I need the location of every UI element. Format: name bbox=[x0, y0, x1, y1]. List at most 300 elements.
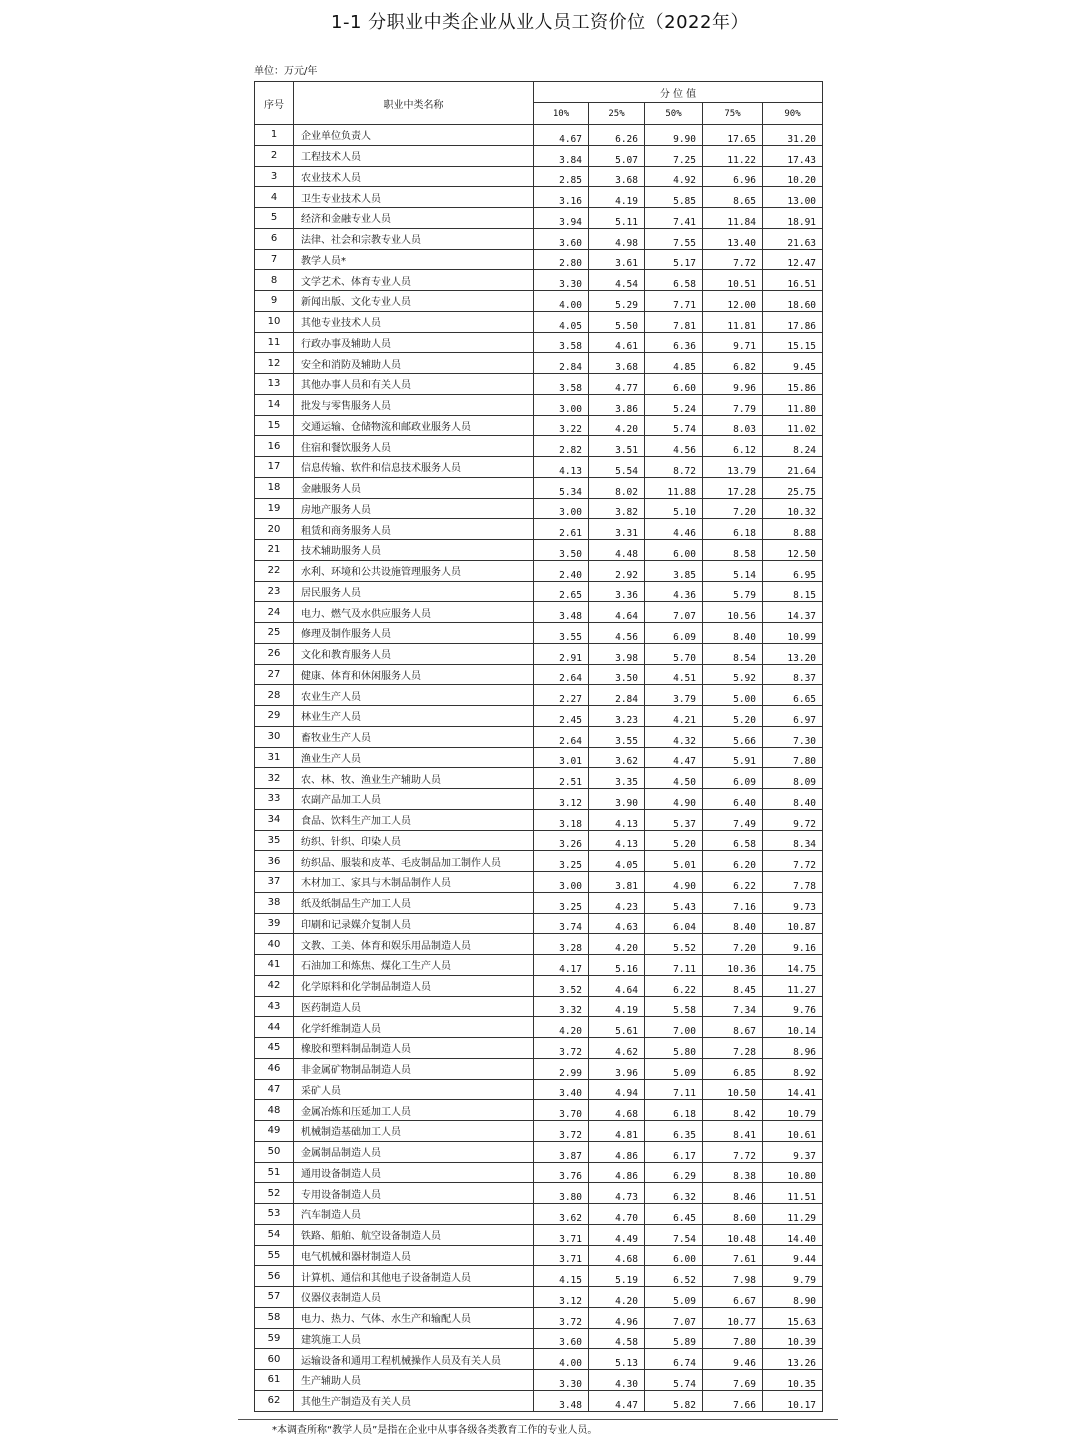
occupation-name: 经济和金融专业人员 bbox=[294, 208, 534, 229]
value-p50: 6.58 bbox=[645, 270, 703, 291]
table-row bbox=[255, 685, 823, 706]
table-row bbox=[255, 581, 823, 602]
row-index: 37 bbox=[255, 872, 294, 893]
value-p10: 3.22 bbox=[534, 415, 589, 436]
value-p90: 11.02 bbox=[763, 415, 823, 436]
table-row bbox=[255, 394, 823, 415]
table-row bbox=[255, 934, 823, 955]
value-p25: 3.35 bbox=[589, 768, 645, 789]
row-index: 38 bbox=[255, 892, 294, 913]
value-p25: 5.29 bbox=[589, 291, 645, 312]
value-p10: 2.99 bbox=[534, 1058, 589, 1079]
value-p25: 5.11 bbox=[589, 208, 645, 229]
value-p50: 5.74 bbox=[645, 415, 703, 436]
value-p25: 4.19 bbox=[589, 996, 645, 1017]
value-p10: 3.58 bbox=[534, 374, 589, 395]
value-p25: 3.68 bbox=[589, 166, 645, 187]
occupation-name: 技术辅助服务人员 bbox=[294, 540, 534, 561]
value-p90: 13.00 bbox=[763, 187, 823, 208]
value-p25: 4.64 bbox=[589, 602, 645, 623]
row-index: 47 bbox=[255, 1079, 294, 1100]
value-p75: 11.84 bbox=[703, 208, 763, 229]
value-p75: 9.46 bbox=[703, 1349, 763, 1370]
row-index: 20 bbox=[255, 519, 294, 540]
value-p25: 4.13 bbox=[589, 830, 645, 851]
table-row bbox=[255, 996, 823, 1017]
header-p90: 90% bbox=[763, 103, 823, 125]
value-p75: 7.28 bbox=[703, 1038, 763, 1059]
value-p10: 2.45 bbox=[534, 706, 589, 727]
table-row bbox=[255, 1390, 823, 1411]
occupation-name: 生产辅助人员 bbox=[294, 1370, 534, 1391]
value-p90: 17.86 bbox=[763, 311, 823, 332]
row-index: 43 bbox=[255, 996, 294, 1017]
table-row bbox=[255, 830, 823, 851]
value-p50: 7.07 bbox=[645, 602, 703, 623]
value-p25: 4.19 bbox=[589, 187, 645, 208]
row-index: 62 bbox=[255, 1390, 294, 1411]
value-p10: 3.12 bbox=[534, 1287, 589, 1308]
row-index: 6 bbox=[255, 228, 294, 249]
value-p25: 5.19 bbox=[589, 1266, 645, 1287]
header-p50: 50% bbox=[645, 103, 703, 125]
value-p75: 8.58 bbox=[703, 540, 763, 561]
table-row bbox=[255, 1141, 823, 1162]
table-row bbox=[255, 706, 823, 727]
row-index: 2 bbox=[255, 145, 294, 166]
value-p25: 4.77 bbox=[589, 374, 645, 395]
value-p25: 4.86 bbox=[589, 1162, 645, 1183]
value-p90: 8.15 bbox=[763, 581, 823, 602]
value-p90: 25.75 bbox=[763, 477, 823, 498]
value-p25: 4.68 bbox=[589, 1100, 645, 1121]
value-p90: 10.79 bbox=[763, 1100, 823, 1121]
value-p75: 7.16 bbox=[703, 892, 763, 913]
value-p10: 4.13 bbox=[534, 457, 589, 478]
value-p25: 3.61 bbox=[589, 249, 645, 270]
header-name: 职业中类名称 bbox=[294, 82, 534, 125]
value-p75: 8.40 bbox=[703, 913, 763, 934]
value-p50: 8.72 bbox=[645, 457, 703, 478]
value-p25: 4.13 bbox=[589, 809, 645, 830]
table-row bbox=[255, 1287, 823, 1308]
value-p25: 3.98 bbox=[589, 643, 645, 664]
row-index: 11 bbox=[255, 332, 294, 353]
value-p50: 4.90 bbox=[645, 872, 703, 893]
value-p10: 3.74 bbox=[534, 913, 589, 934]
table-row bbox=[255, 166, 823, 187]
occupation-name: 租赁和商务服务人员 bbox=[294, 519, 534, 540]
value-p10: 3.00 bbox=[534, 498, 589, 519]
value-p25: 3.23 bbox=[589, 706, 645, 727]
value-p90: 13.26 bbox=[763, 1349, 823, 1370]
value-p50: 4.47 bbox=[645, 747, 703, 768]
value-p90: 12.47 bbox=[763, 249, 823, 270]
page-title: 1-1 分职业中类企业从业人员工资价位（2022年） bbox=[331, 12, 749, 33]
value-p25: 3.50 bbox=[589, 664, 645, 685]
value-p75: 6.12 bbox=[703, 436, 763, 457]
occupation-name: 安全和消防及辅助人员 bbox=[294, 353, 534, 374]
occupation-name: 农副产品加工人员 bbox=[294, 789, 534, 810]
value-p50: 5.01 bbox=[645, 851, 703, 872]
occupation-name: 电力、热力、气体、水生产和输配人员 bbox=[294, 1307, 534, 1328]
value-p50: 4.51 bbox=[645, 664, 703, 685]
value-p50: 5.09 bbox=[645, 1287, 703, 1308]
occupation-name: 交通运输、仓储物流和邮政业服务人员 bbox=[294, 415, 534, 436]
occupation-name: 机械制造基础加工人员 bbox=[294, 1121, 534, 1142]
occupation-name: 纺织、针织、印染人员 bbox=[294, 830, 534, 851]
value-p75: 8.40 bbox=[703, 623, 763, 644]
value-p10: 4.05 bbox=[534, 311, 589, 332]
occupation-name: 电气机械和器材制造人员 bbox=[294, 1245, 534, 1266]
table-row bbox=[255, 228, 823, 249]
value-p10: 3.25 bbox=[534, 851, 589, 872]
table-row bbox=[255, 623, 823, 644]
occupation-name: 农业生产人员 bbox=[294, 685, 534, 706]
value-p75: 6.85 bbox=[703, 1058, 763, 1079]
value-p90: 9.16 bbox=[763, 934, 823, 955]
value-p25: 3.81 bbox=[589, 872, 645, 893]
value-p25: 4.61 bbox=[589, 332, 645, 353]
table-row bbox=[255, 768, 823, 789]
value-p25: 3.51 bbox=[589, 436, 645, 457]
value-p10: 3.50 bbox=[534, 540, 589, 561]
value-p10: 4.00 bbox=[534, 1349, 589, 1370]
value-p10: 4.17 bbox=[534, 955, 589, 976]
value-p90: 15.86 bbox=[763, 374, 823, 395]
value-p10: 3.32 bbox=[534, 996, 589, 1017]
value-p50: 7.25 bbox=[645, 145, 703, 166]
value-p75: 17.65 bbox=[703, 125, 763, 146]
unit-label: 单位：万元/年 bbox=[254, 66, 318, 77]
row-index: 16 bbox=[255, 436, 294, 457]
occupation-name: 通用设备制造人员 bbox=[294, 1162, 534, 1183]
occupation-name: 橡胶和塑料制品制造人员 bbox=[294, 1038, 534, 1059]
table-row bbox=[255, 498, 823, 519]
value-p10: 3.30 bbox=[534, 270, 589, 291]
table-row bbox=[255, 457, 823, 478]
value-p90: 8.40 bbox=[763, 789, 823, 810]
value-p75: 6.82 bbox=[703, 353, 763, 374]
wage-table bbox=[254, 81, 823, 1412]
value-p75: 7.49 bbox=[703, 809, 763, 830]
value-p10: 3.25 bbox=[534, 892, 589, 913]
value-p90: 13.20 bbox=[763, 643, 823, 664]
row-index: 22 bbox=[255, 560, 294, 581]
occupation-name: 其他办事人员和有关人员 bbox=[294, 374, 534, 395]
row-index: 56 bbox=[255, 1266, 294, 1287]
value-p50: 4.36 bbox=[645, 581, 703, 602]
row-index: 10 bbox=[255, 311, 294, 332]
row-index: 49 bbox=[255, 1121, 294, 1142]
occupation-name: 工程技术人员 bbox=[294, 145, 534, 166]
value-p75: 7.66 bbox=[703, 1390, 763, 1411]
row-index: 59 bbox=[255, 1328, 294, 1349]
occupation-name: 新闻出版、文化专业人员 bbox=[294, 291, 534, 312]
value-p25: 3.96 bbox=[589, 1058, 645, 1079]
row-index: 61 bbox=[255, 1370, 294, 1391]
value-p10: 3.80 bbox=[534, 1183, 589, 1204]
table-row bbox=[255, 1328, 823, 1349]
value-p25: 4.81 bbox=[589, 1121, 645, 1142]
value-p75: 10.77 bbox=[703, 1307, 763, 1328]
row-index: 50 bbox=[255, 1141, 294, 1162]
value-p50: 5.82 bbox=[645, 1390, 703, 1411]
value-p90: 11.29 bbox=[763, 1204, 823, 1225]
table-row bbox=[255, 1204, 823, 1225]
value-p25: 4.86 bbox=[589, 1141, 645, 1162]
table-row bbox=[255, 1017, 823, 1038]
occupation-name: 法律、社会和宗教专业人员 bbox=[294, 228, 534, 249]
value-p90: 15.15 bbox=[763, 332, 823, 353]
value-p75: 7.80 bbox=[703, 1328, 763, 1349]
value-p75: 5.66 bbox=[703, 726, 763, 747]
table-row bbox=[255, 913, 823, 934]
value-p90: 7.78 bbox=[763, 872, 823, 893]
value-p75: 11.81 bbox=[703, 311, 763, 332]
table-row bbox=[255, 353, 823, 374]
row-index: 21 bbox=[255, 540, 294, 561]
row-index: 51 bbox=[255, 1162, 294, 1183]
value-p25: 4.68 bbox=[589, 1245, 645, 1266]
value-p10: 3.94 bbox=[534, 208, 589, 229]
value-p90: 7.30 bbox=[763, 726, 823, 747]
occupation-name: 水利、环境和公共设施管理服务人员 bbox=[294, 560, 534, 581]
value-p10: 2.27 bbox=[534, 685, 589, 706]
value-p10: 2.84 bbox=[534, 353, 589, 374]
occupation-name: 文化和教育服务人员 bbox=[294, 643, 534, 664]
value-p25: 4.54 bbox=[589, 270, 645, 291]
value-p50: 9.90 bbox=[645, 125, 703, 146]
table-row bbox=[255, 747, 823, 768]
value-p90: 8.24 bbox=[763, 436, 823, 457]
row-index: 36 bbox=[255, 851, 294, 872]
value-p90: 14.75 bbox=[763, 955, 823, 976]
value-p25: 4.58 bbox=[589, 1328, 645, 1349]
value-p50: 4.32 bbox=[645, 726, 703, 747]
occupation-name: 行政办事及辅助人员 bbox=[294, 332, 534, 353]
value-p75: 8.45 bbox=[703, 975, 763, 996]
value-p25: 4.20 bbox=[589, 415, 645, 436]
value-p90: 10.35 bbox=[763, 1370, 823, 1391]
table-row bbox=[255, 1100, 823, 1121]
row-index: 28 bbox=[255, 685, 294, 706]
value-p50: 5.70 bbox=[645, 643, 703, 664]
value-p90: 10.39 bbox=[763, 1328, 823, 1349]
value-p75: 8.42 bbox=[703, 1100, 763, 1121]
value-p90: 8.96 bbox=[763, 1038, 823, 1059]
footnote: *本调查所称“教学人员”是指在企业中从事各级各类教育工作的专业人员。 bbox=[272, 1425, 598, 1436]
value-p50: 3.79 bbox=[645, 685, 703, 706]
value-p50: 6.32 bbox=[645, 1183, 703, 1204]
value-p50: 7.41 bbox=[645, 208, 703, 229]
value-p50: 5.10 bbox=[645, 498, 703, 519]
value-p90: 14.40 bbox=[763, 1224, 823, 1245]
row-index: 41 bbox=[255, 955, 294, 976]
value-p25: 4.64 bbox=[589, 975, 645, 996]
occupation-name: 修理及制作服务人员 bbox=[294, 623, 534, 644]
table-row bbox=[255, 1079, 823, 1100]
value-p25: 4.30 bbox=[589, 1370, 645, 1391]
value-p75: 7.72 bbox=[703, 249, 763, 270]
table-row bbox=[255, 975, 823, 996]
table-row bbox=[255, 187, 823, 208]
table-row bbox=[255, 1266, 823, 1287]
value-p10: 2.61 bbox=[534, 519, 589, 540]
value-p90: 9.79 bbox=[763, 1266, 823, 1287]
value-p50: 7.55 bbox=[645, 228, 703, 249]
value-p90: 9.72 bbox=[763, 809, 823, 830]
value-p75: 5.20 bbox=[703, 706, 763, 727]
value-p10: 2.82 bbox=[534, 436, 589, 457]
row-index: 32 bbox=[255, 768, 294, 789]
occupation-name: 汽车制造人员 bbox=[294, 1204, 534, 1225]
value-p90: 8.34 bbox=[763, 830, 823, 851]
value-p75: 6.40 bbox=[703, 789, 763, 810]
value-p50: 5.80 bbox=[645, 1038, 703, 1059]
value-p50: 6.18 bbox=[645, 1100, 703, 1121]
row-index: 27 bbox=[255, 664, 294, 685]
table-row bbox=[255, 270, 823, 291]
value-p10: 3.71 bbox=[534, 1245, 589, 1266]
value-p90: 10.14 bbox=[763, 1017, 823, 1038]
value-p50: 6.45 bbox=[645, 1204, 703, 1225]
occupation-name: 电力、燃气及水供应服务人员 bbox=[294, 602, 534, 623]
value-p50: 5.58 bbox=[645, 996, 703, 1017]
value-p75: 6.22 bbox=[703, 872, 763, 893]
table-row bbox=[255, 1058, 823, 1079]
occupation-name: 房地产服务人员 bbox=[294, 498, 534, 519]
occupation-name: 金融服务人员 bbox=[294, 477, 534, 498]
occupation-name: 木材加工、家具与木制品制作人员 bbox=[294, 872, 534, 893]
row-index: 17 bbox=[255, 457, 294, 478]
value-p10: 2.64 bbox=[534, 664, 589, 685]
row-index: 14 bbox=[255, 394, 294, 415]
value-p75: 7.79 bbox=[703, 394, 763, 415]
value-p90: 31.20 bbox=[763, 125, 823, 146]
value-p10: 3.48 bbox=[534, 1390, 589, 1411]
row-index: 42 bbox=[255, 975, 294, 996]
value-p25: 5.07 bbox=[589, 145, 645, 166]
table-row bbox=[255, 1245, 823, 1266]
value-p75: 13.40 bbox=[703, 228, 763, 249]
value-p50: 6.17 bbox=[645, 1141, 703, 1162]
footnote-divider bbox=[238, 1419, 838, 1420]
value-p50: 5.09 bbox=[645, 1058, 703, 1079]
value-p90: 9.76 bbox=[763, 996, 823, 1017]
value-p10: 3.58 bbox=[534, 332, 589, 353]
row-index: 29 bbox=[255, 706, 294, 727]
value-p50: 5.52 bbox=[645, 934, 703, 955]
value-p75: 6.58 bbox=[703, 830, 763, 851]
table-row bbox=[255, 955, 823, 976]
value-p10: 4.20 bbox=[534, 1017, 589, 1038]
row-index: 57 bbox=[255, 1287, 294, 1308]
value-p10: 2.64 bbox=[534, 726, 589, 747]
value-p50: 6.60 bbox=[645, 374, 703, 395]
value-p50: 4.90 bbox=[645, 789, 703, 810]
occupation-name: 非金属矿物制品制造人员 bbox=[294, 1058, 534, 1079]
row-index: 12 bbox=[255, 353, 294, 374]
value-p10: 2.51 bbox=[534, 768, 589, 789]
header-index: 序号 bbox=[255, 82, 294, 125]
value-p25: 3.82 bbox=[589, 498, 645, 519]
table-row bbox=[255, 643, 823, 664]
table-row bbox=[255, 1224, 823, 1245]
value-p25: 4.48 bbox=[589, 540, 645, 561]
value-p90: 8.37 bbox=[763, 664, 823, 685]
row-index: 8 bbox=[255, 270, 294, 291]
value-p75: 6.20 bbox=[703, 851, 763, 872]
value-p50: 7.11 bbox=[645, 1079, 703, 1100]
value-p10: 3.72 bbox=[534, 1038, 589, 1059]
occupation-name: 金属冶炼和压延加工人员 bbox=[294, 1100, 534, 1121]
value-p75: 10.51 bbox=[703, 270, 763, 291]
header-p10: 10% bbox=[534, 103, 589, 125]
value-p50: 6.29 bbox=[645, 1162, 703, 1183]
value-p25: 5.61 bbox=[589, 1017, 645, 1038]
occupation-name: 计算机、通信和其他电子设备制造人员 bbox=[294, 1266, 534, 1287]
occupation-name: 信息传输、软件和信息技术服务人员 bbox=[294, 457, 534, 478]
row-index: 31 bbox=[255, 747, 294, 768]
value-p50: 7.81 bbox=[645, 311, 703, 332]
row-index: 40 bbox=[255, 934, 294, 955]
occupation-name: 农、林、牧、渔业生产辅助人员 bbox=[294, 768, 534, 789]
value-p75: 5.79 bbox=[703, 581, 763, 602]
value-p10: 3.84 bbox=[534, 145, 589, 166]
value-p75: 8.54 bbox=[703, 643, 763, 664]
value-p50: 4.56 bbox=[645, 436, 703, 457]
row-index: 33 bbox=[255, 789, 294, 810]
value-p10: 3.12 bbox=[534, 789, 589, 810]
value-p90: 6.65 bbox=[763, 685, 823, 706]
table-row bbox=[255, 208, 823, 229]
value-p90: 15.63 bbox=[763, 1307, 823, 1328]
value-p90: 8.92 bbox=[763, 1058, 823, 1079]
value-p50: 3.85 bbox=[645, 560, 703, 581]
value-p90: 10.17 bbox=[763, 1390, 823, 1411]
table-row bbox=[255, 436, 823, 457]
value-p10: 3.72 bbox=[534, 1121, 589, 1142]
table-row bbox=[255, 519, 823, 540]
occupation-name: 仪器仪表制造人员 bbox=[294, 1287, 534, 1308]
value-p10: 3.76 bbox=[534, 1162, 589, 1183]
value-p90: 8.09 bbox=[763, 768, 823, 789]
value-p25: 3.90 bbox=[589, 789, 645, 810]
occupation-name: 采矿人员 bbox=[294, 1079, 534, 1100]
occupation-name: 金属制品制造人员 bbox=[294, 1141, 534, 1162]
row-index: 26 bbox=[255, 643, 294, 664]
value-p90: 9.44 bbox=[763, 1245, 823, 1266]
value-p10: 3.26 bbox=[534, 830, 589, 851]
occupation-name: 文学艺术、体育专业人员 bbox=[294, 270, 534, 291]
table-row bbox=[255, 789, 823, 810]
occupation-name: 化学纤维制造人员 bbox=[294, 1017, 534, 1038]
table-body bbox=[255, 125, 823, 1412]
occupation-name: 批发与零售服务人员 bbox=[294, 394, 534, 415]
table-row bbox=[255, 311, 823, 332]
value-p75: 10.36 bbox=[703, 955, 763, 976]
table-row bbox=[255, 1183, 823, 1204]
occupation-name: 畜牧业生产人员 bbox=[294, 726, 534, 747]
value-p75: 10.48 bbox=[703, 1224, 763, 1245]
value-p75: 5.00 bbox=[703, 685, 763, 706]
value-p50: 6.35 bbox=[645, 1121, 703, 1142]
value-p10: 3.87 bbox=[534, 1141, 589, 1162]
value-p10: 3.16 bbox=[534, 187, 589, 208]
value-p75: 7.34 bbox=[703, 996, 763, 1017]
row-index: 30 bbox=[255, 726, 294, 747]
